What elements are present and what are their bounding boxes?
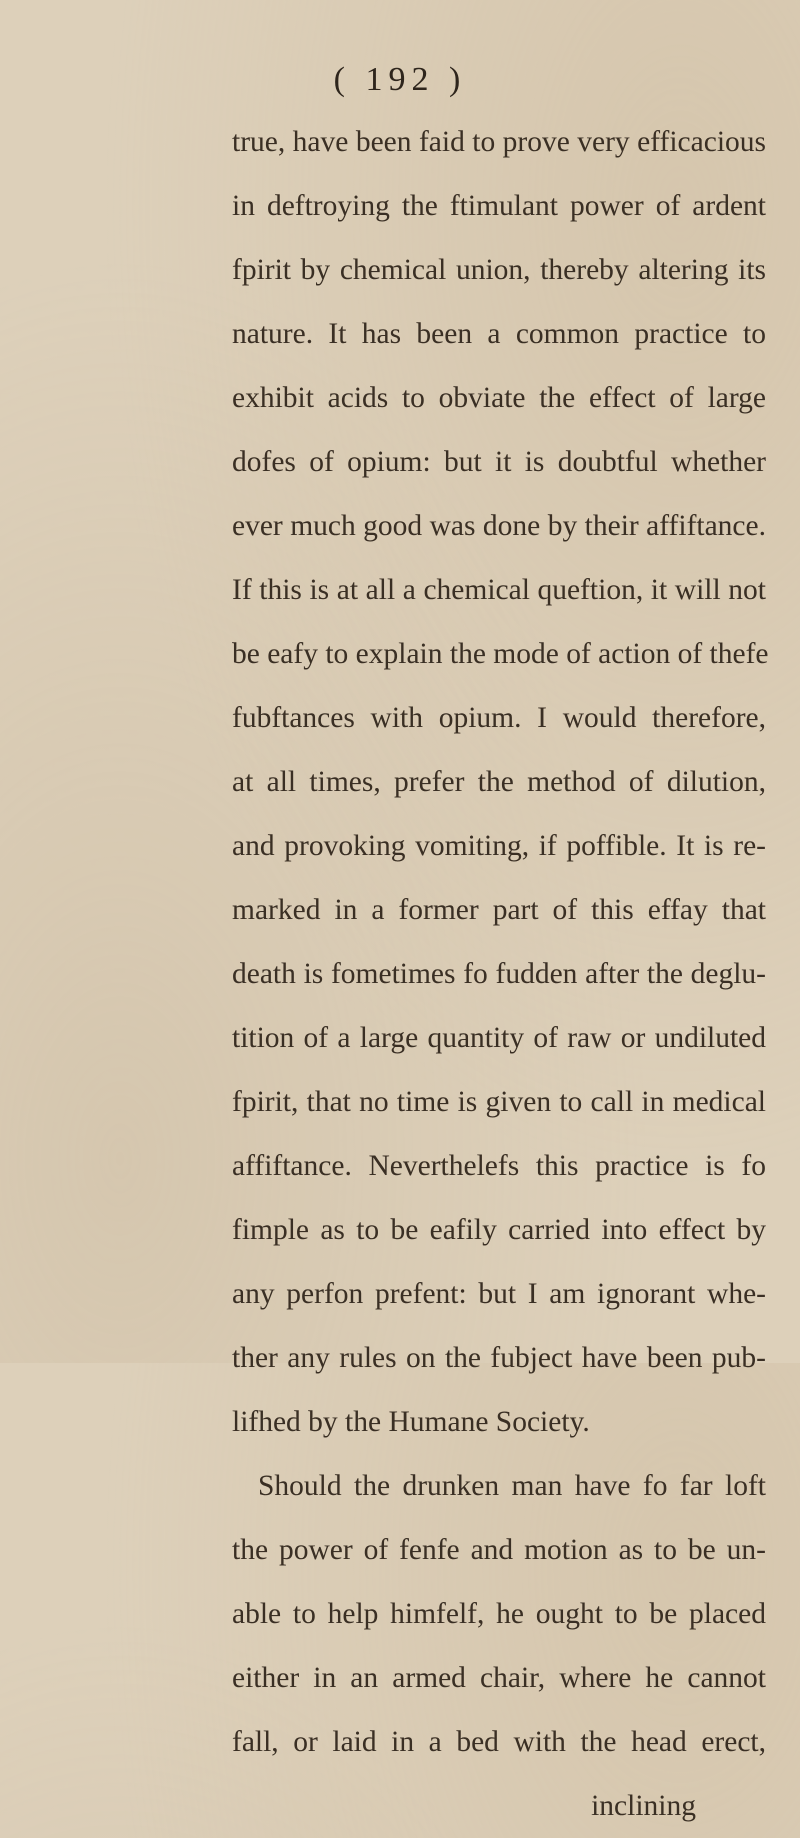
text-line: and provoking vomiting, if poffible. It is re- <box>232 830 766 862</box>
text-line: any perfon prefent: but I am ignorant whe- <box>232 1278 766 1310</box>
text-line: Should the drunken man have fo far loft <box>258 1470 766 1502</box>
text-line: If this is at all a chemical queftion, it will not <box>232 574 766 606</box>
text-line: fubftances with opium. I would therefore, <box>232 702 766 734</box>
text-line: affiftance. Neverthelefs this practice is fo <box>232 1150 766 1182</box>
text-line: fpirit by chemical union, thereby altering its <box>232 254 766 286</box>
text-line: ever much good was done by their affiftance. <box>232 510 766 542</box>
page-number: ( 192 ) <box>333 61 467 98</box>
text-line: fall, or laid in a bed with the head erect, <box>232 1726 766 1758</box>
text-line: nature. It has been a common practice to <box>232 318 766 350</box>
text-line: true, have been faid to prove very efficacious <box>232 126 766 158</box>
text-line: ther any rules on the fubject have been pub- <box>232 1342 766 1374</box>
text-line: death is fometimes fo fudden after the deglu- <box>232 958 766 990</box>
text-line: at all times, prefer the method of dilution, <box>232 766 766 798</box>
text-line: exhibit acids to obviate the effect of large <box>232 382 766 414</box>
text-line: marked in a former part of this effay that <box>232 894 766 926</box>
text-line: dofes of opium: but it is doubtful whether <box>232 446 766 478</box>
text-line: the power of fenfe and motion as to be un- <box>232 1534 766 1566</box>
body-text <box>232 110 769 1838</box>
text-line: tition of a large quantity of raw or undiluted <box>232 1022 766 1054</box>
text-line: in deftroying the ftimulant power of ardent <box>232 190 766 222</box>
text-line: fimple as to be eafily carried into effect by <box>232 1214 766 1246</box>
text-line: be eafy to explain the mode of action of thefe <box>232 638 769 670</box>
catchword: inclining <box>591 1790 696 1822</box>
text-line: able to help himfelf, he ought to be placed <box>232 1598 766 1630</box>
text-line: fpirit, that no time is given to call in medical <box>232 1086 766 1118</box>
text-line: lifhed by the Humane Society. <box>232 1406 590 1438</box>
text-line: either in an armed chair, where he cannot <box>232 1662 766 1694</box>
